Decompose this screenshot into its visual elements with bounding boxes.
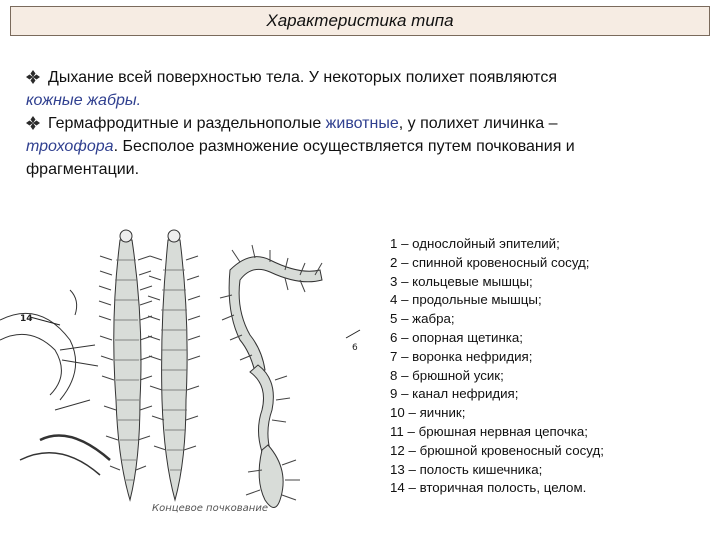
legend-item: 12 – брюшной кровеносный сосуд;: [390, 442, 604, 458]
worm-middle: [148, 230, 200, 500]
legend-item: 2 – спинной кровеносный сосуд;: [390, 254, 590, 270]
description: [26, 66, 686, 181]
polychaete-illustration: [0, 200, 380, 535]
legend-item: 11 – брюшная нервная цепочка;: [390, 423, 588, 439]
legend-list: [390, 235, 710, 498]
legend-item: 3 – кольцевые мышцы;: [390, 273, 533, 289]
legend-item: 14 – вторичная полость, целом.: [390, 480, 587, 496]
legend-item: 10 – яичник;: [390, 405, 466, 421]
legend-item: 8 – брюшной усик;: [390, 367, 504, 383]
diamond-bullet-icon: [26, 66, 48, 89]
term-animals: животные: [325, 115, 399, 132]
cross-section-fragment: [0, 290, 110, 475]
title-bar: [10, 6, 710, 36]
term-skin-gills: кожные жабры.: [26, 92, 142, 109]
legend-item: 6 – опорная щетинка;: [390, 329, 524, 345]
legend-item: 4 – продольные мышцы;: [390, 292, 542, 308]
figure-label-14: 14: [20, 314, 33, 324]
page-title: Характеристика типа: [266, 11, 454, 30]
paragraph-reproduction: Гермафродитные и раздельнополые животные, у полихет личинка – трохофора. Бесполое размножение осуществляется путем почкования и фрагментации.: [26, 112, 686, 181]
legend-item: 13 – полость кишечника;: [390, 461, 543, 477]
worm-left: [99, 230, 152, 500]
legend-item: 7 – воронка нефридия;: [390, 348, 533, 364]
worm-right: [220, 245, 322, 508]
legend-item: 1 – однослойный эпителий;: [390, 236, 560, 251]
figure-label-6: 6: [352, 343, 358, 353]
legend-item: 9 – канал нефридия;: [390, 386, 519, 402]
figure-caption: Концевое почкование: [152, 503, 268, 514]
paragraph-respiration: Дыхание всей поверхностью тела. У некоторых полихет появляются кожные жабры.: [26, 66, 686, 112]
diamond-bullet-icon: [26, 112, 48, 135]
legend-item: 5 – жабра;: [390, 311, 455, 327]
term-trochophore: трохофора: [26, 138, 114, 155]
